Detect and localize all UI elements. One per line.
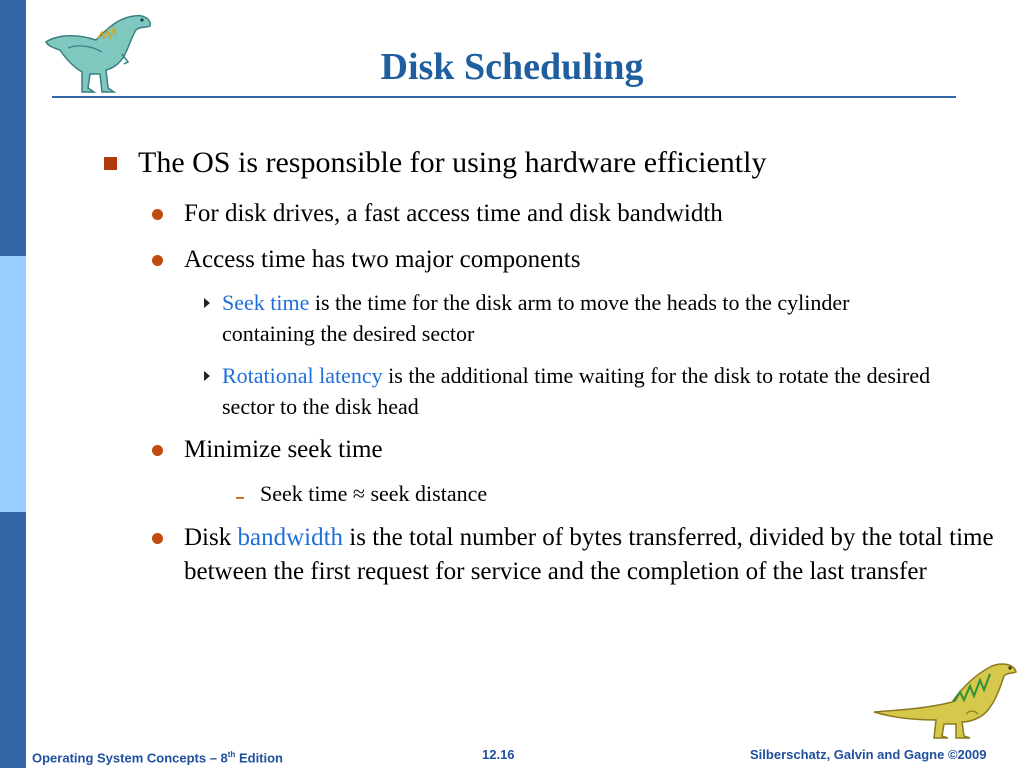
triangle-bullet-icon bbox=[204, 298, 210, 308]
term-rotational-latency: Rotational latency bbox=[222, 363, 383, 388]
dot-bullet-icon bbox=[152, 209, 163, 220]
bullet-level4-seek-distance: Seek time ≈ seek distance bbox=[260, 481, 488, 506]
rotational-latency-definition: is the additional time waiting for the disk to rotate the desired sector to the disk head bbox=[222, 363, 931, 419]
bullet-level3-seek-time bbox=[222, 287, 942, 349]
bullet-level2-disk-drives: For disk drives, a fast access time and disk bandwidth bbox=[184, 200, 723, 227]
bullet-level2-disk-bandwidth bbox=[184, 521, 1004, 589]
bullet-level3-rotational-latency bbox=[222, 360, 942, 422]
dot-bullet-icon bbox=[152, 255, 163, 266]
bandwidth-prefix: Disk bbox=[184, 524, 238, 551]
bandwidth-definition: is the total number of bytes transferred, divided by the total time between the first request for service and the completion of the last transfer bbox=[184, 524, 994, 585]
dinosaur-logo-bottom bbox=[870, 658, 1020, 740]
term-seek-time: Seek time bbox=[222, 290, 310, 315]
seek-time-definition: is the time for the disk arm to move the heads to the cylinder containing the desired sector bbox=[222, 290, 850, 346]
bullet-level1-os-responsible: The OS is responsible for using hardware efficiently bbox=[138, 146, 767, 179]
footer-edition-text: Edition bbox=[235, 750, 284, 766]
bullet-level2-minimize-seek: Minimize seek time bbox=[184, 436, 383, 463]
footer-book-title bbox=[32, 746, 283, 767]
slide-title: Disk Scheduling bbox=[380, 46, 644, 88]
footer-slide-number: 12.16 bbox=[482, 747, 515, 762]
term-bandwidth: bandwidth bbox=[237, 524, 344, 551]
dash-bullet-icon bbox=[236, 497, 244, 499]
footer-edition-superscript: th bbox=[227, 750, 236, 759]
dot-bullet-icon bbox=[152, 533, 163, 544]
footer-book-title-text: Operating System Concepts – 8 bbox=[32, 750, 228, 766]
footer-copyright: Silberschatz, Galvin and Gagne ©2009 bbox=[750, 747, 987, 762]
square-bullet-icon bbox=[104, 157, 117, 170]
dot-bullet-icon bbox=[152, 445, 163, 456]
triangle-bullet-icon bbox=[204, 371, 210, 381]
bullet-level2-access-time: Access time has two major components bbox=[184, 246, 581, 273]
